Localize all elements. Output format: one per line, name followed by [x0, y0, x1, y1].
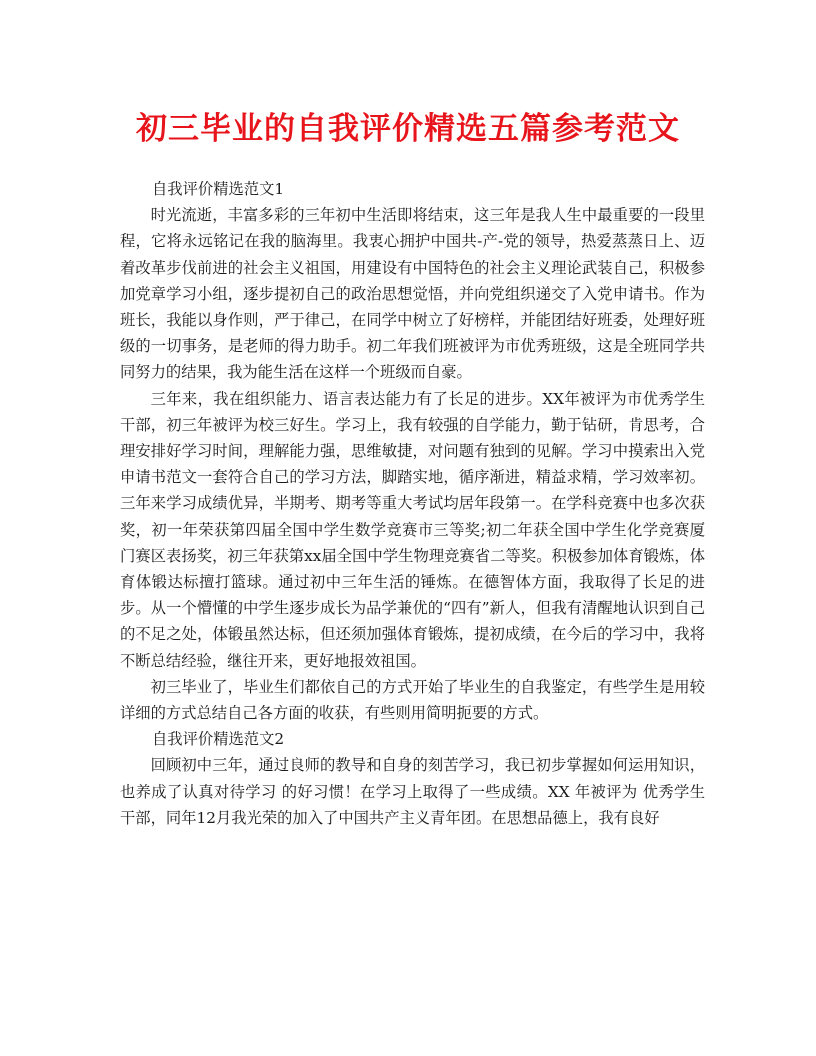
document-body [120, 176, 705, 831]
document-title: 初三毕业的自我评价精选五篇参考范文 [136, 111, 680, 147]
paragraph-1-3: 初三毕业了，毕业生们都依自己的方式开始了毕业生的自我鉴定，有些学生是用较详细的方式总结自己各方面的收获，有些则用简明扼要的方式。 [120, 677, 705, 723]
paragraph-1-2: 三年来，我在组织能力、语言表达能力有了长足的进步。XX年被评为市优秀学生干部，初三年被评为校三好生。学习上，我有较强的自学能力，勤于钻研，肯思考，合理安排好学习时间，理解能力强，思维敏捷，对问题有独到的见解。学习中摸索出入党申请书范文一套符合自己的学习方法，脚踏实地，循序渐进，精益求精，学习效率初。三年来学习成绩优异，半期考、期考等重大考试均居年段第一。在学科竞赛中也多次获奖，初一年荣获第四届全国中学生数学竞赛市三等奖;初二年获全国中学生化学竞赛厦门赛区表扬奖，初三年获第xx届全国中学生物理竞赛省二等奖。积极参加体育锻炼，体育体锻达标擅打篮球。通过初中三年生活的锤炼。在德智体方面，我取得了长足的进步。从一个懵懂的中学生逐步成长为品学兼优的“四有”新人，但我有清醒地认识到自己的不足之处，体锻虽然达标，但还须加强体育锻炼，提初成绩，在今后的学习中，我将不断总结经验，继往开来，更好地报效祖国。 [120, 389, 705, 670]
paragraph-2-1: 回顾初中三年，通过良师的教导和自身的刻苦学习，我已初步掌握如何运用知识，也养成了认真对待学习 的好习惯！在学习上取得了一些成绩。XX 年被评为 优秀学生干部，同年12月我光荣的加入了中国共产主义青年团。在思想品德上，我有良好 [120, 756, 705, 827]
section-heading-2: 自我评价精选范文2 [152, 730, 285, 749]
section-heading-1: 自我评价精选范文1 [152, 180, 285, 198]
paragraph-1-1: 时光流逝，丰富多彩的三年初中生活即将结束，这三年是我人生中最重要的一段里程，它将永远铭记在我的脑海里。我衷心拥护中国共-产-党的领导，热爱蒸蒸日上、迈着改革步伐前进的社会主义祖国，用建设有中国特色的社会主义理论武装自己，积极参加党章学习小组，逐步提初自己的政治思想觉悟，并向党组织递交了入党申请书。作为班长，我能以身作则，严于律己，在同学中树立了好榜样，并能团结好班委，处理好班级的一切事务，是老师的得力助手。初二年我们班被评为市优秀班级，这是全班同学共同努力的结果，我为能生活在这样一个班级而自豪。 [120, 206, 705, 382]
